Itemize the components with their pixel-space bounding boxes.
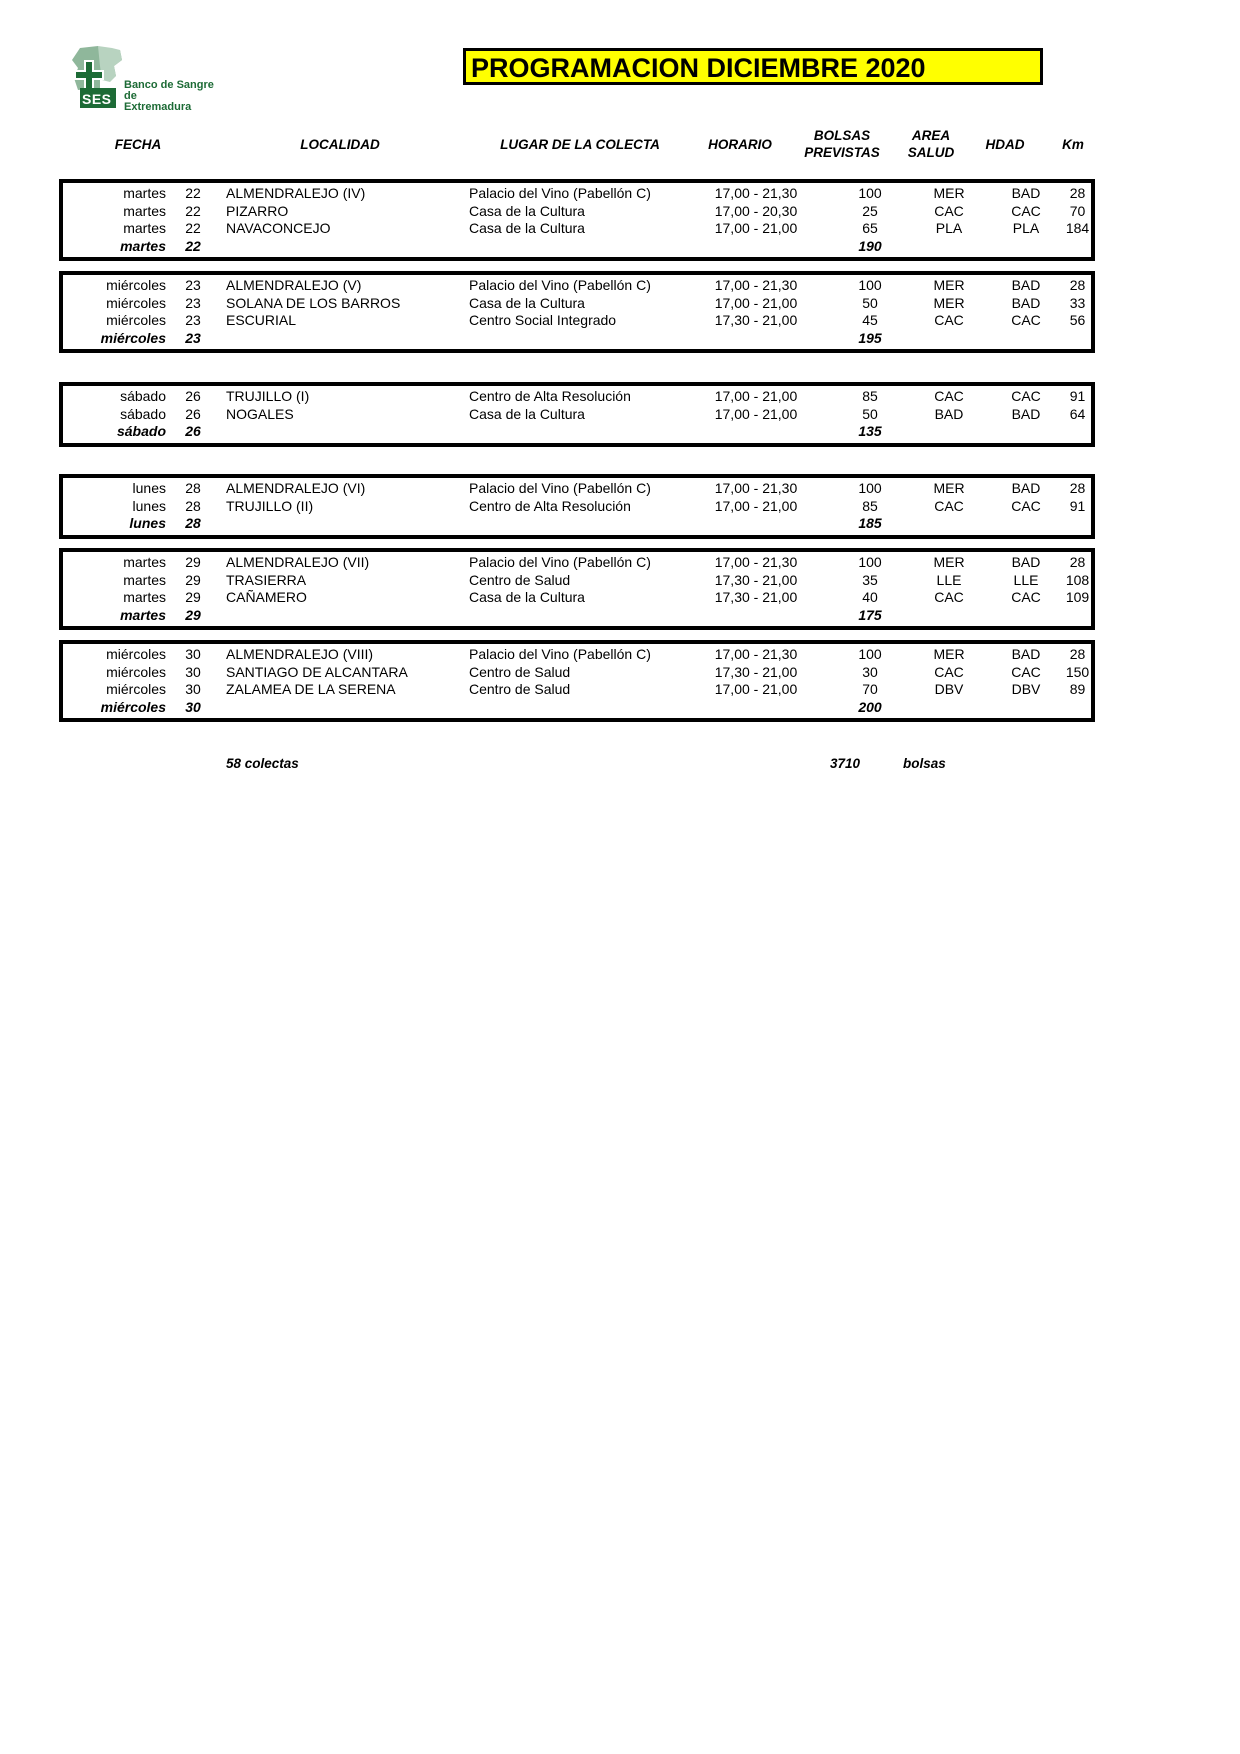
table-row [63,277,1091,295]
cell-bolsas: 85 [862,388,878,404]
subtotal-num: 23 [185,329,201,346]
cell-day: miércoles [106,294,166,311]
cell-area: MER [933,554,965,570]
cell-day: martes [123,589,166,606]
cell-loc: TRUJILLO (II) [226,497,314,514]
header-km: Km [1062,137,1084,152]
cell-day: martes [123,571,166,588]
subtotal-day: miércoles [100,329,166,346]
subtotal-day: sábado [116,423,166,440]
header-area [896,127,966,161]
cell-lugar: Palacio del Vino (Pabellón C) [469,185,651,201]
cell-hdad: BAD [1011,554,1041,570]
cell-num: 28 [185,480,201,496]
cell-km: 64 [1069,405,1086,422]
day-group [59,271,1095,353]
cell-horario: 17,00 - 21,00 [714,405,798,422]
table-row [63,388,1091,406]
cell-lugar: Palacio del Vino (Pabellón C) [469,277,651,293]
cell-lugar: Palacio del Vino (Pabellón C) [469,554,651,570]
cell-num: 29 [185,571,201,588]
table-row [63,480,1091,498]
logo-line-3: Extremadura [124,101,192,113]
cell-hdad: CAC [1011,663,1041,680]
subtotal-bolsas: 185 [858,515,882,532]
cell-horario: 17,00 - 21,00 [714,388,798,404]
day-group [59,640,1095,722]
cell-area: CAC [934,497,964,514]
cell-hdad: BAD [1011,185,1041,201]
cell-bolsas: 100 [858,480,882,496]
header-bolsas-line-1: BOLSAS [813,128,871,143]
header-localidad: LOCALIDAD [300,137,380,152]
cell-lugar: Casa de la Cultura [469,589,585,606]
table-row [63,664,1091,682]
cell-bolsas: 100 [858,554,882,570]
logo-line-1: Banco de Sangre [124,79,214,91]
cell-lugar: Casa de la Cultura [469,294,585,311]
table-row [63,589,1091,607]
cell-loc: ALMENDRALEJO (VII) [226,554,370,570]
cell-num: 28 [185,497,201,514]
cell-loc: NAVACONCEJO [226,220,331,237]
header-area-line-2: SALUD [907,145,955,160]
subtotal-day: martes [120,606,166,623]
cell-loc: SOLANA DE LOS BARROS [226,294,401,311]
cell-lugar: Palacio del Vino (Pabellón C) [469,646,651,662]
cell-hdad: CAC [1011,312,1041,329]
subtotal-day: lunes [129,515,166,532]
cell-area: MER [933,185,965,201]
title-box [463,48,1043,85]
table-row [63,646,1091,664]
cell-day: lunes [132,497,166,514]
cell-area: CAC [934,589,964,606]
cell-horario: 17,00 - 21,30 [714,554,798,570]
cell-area: CAC [934,388,964,404]
cell-num: 29 [185,589,201,606]
cell-loc: CAÑAMERO [226,589,307,606]
cell-day: miércoles [106,663,166,680]
cell-horario: 17,00 - 21,30 [714,185,798,201]
cell-lugar: Casa de la Cultura [469,220,585,237]
cell-lugar: Centro de Salud [469,571,571,588]
cell-area: CAC [934,663,964,680]
cell-hdad: BAD [1011,646,1041,662]
cell-area: MER [933,277,965,293]
cell-horario: 17,00 - 21,00 [714,294,798,311]
cell-km: 70 [1069,202,1086,219]
cell-horario: 17,00 - 21,00 [714,220,798,237]
cell-area: MER [933,480,965,496]
day-group [59,548,1095,630]
cell-area: DBV [934,681,964,698]
cell-bolsas: 40 [862,589,878,606]
cell-lugar: Palacio del Vino (Pabellón C) [469,480,651,496]
cell-horario: 17,00 - 20,30 [714,202,798,219]
cell-area: MER [933,646,965,662]
subtotal-row [63,330,1091,348]
cell-loc: ALMENDRALEJO (IV) [226,185,366,201]
subtotal-num: 22 [185,237,201,254]
cell-km: 89 [1069,681,1086,698]
cell-hdad: CAC [1011,202,1041,219]
cell-num: 26 [185,388,201,404]
table-row [63,312,1091,330]
subtotal-day: miércoles [100,698,166,715]
cell-num: 22 [185,185,201,201]
cell-day: martes [123,220,166,237]
cell-bolsas: 85 [862,497,878,514]
day-group [59,474,1095,539]
table-row [63,203,1091,221]
header-lugar: LUGAR DE LA COLECTA [500,137,660,152]
cell-horario: 17,30 - 21,00 [714,589,798,606]
cell-lugar: Centro de Alta Resolución [469,497,631,514]
subtotal-row [63,423,1091,441]
logo-text [124,80,214,113]
cell-lugar: Centro de Salud [469,663,571,680]
cell-km: 28 [1069,480,1086,496]
cell-bolsas: 100 [858,185,882,201]
cell-day: martes [123,185,166,201]
subtotal-row [63,238,1091,256]
cell-num: 26 [185,405,201,422]
cell-hdad: CAC [1011,497,1041,514]
subtotal-bolsas: 135 [858,423,882,440]
cell-km: 109 [1065,589,1090,606]
cell-hdad: DBV [1011,681,1041,698]
subtotal-num: 28 [185,515,201,532]
cell-num: 23 [185,277,201,293]
cell-loc: SANTIAGO DE ALCANTARA [226,663,408,680]
cell-hdad: BAD [1011,405,1041,422]
cell-lugar: Casa de la Cultura [469,202,585,219]
cell-day: martes [123,202,166,219]
cell-lugar: Centro de Salud [469,681,571,698]
table-row [63,681,1091,699]
cell-num: 23 [185,312,201,329]
cell-horario: 17,00 - 21,30 [714,480,798,496]
table-row [63,295,1091,313]
cell-km: 91 [1069,388,1086,404]
cell-hdad: PLA [1012,220,1040,237]
cell-day: martes [123,554,166,570]
cell-day: miércoles [106,312,166,329]
cell-km: 184 [1065,220,1090,237]
cell-km: 28 [1069,646,1086,662]
subtotal-day: martes [120,237,166,254]
cell-lugar: Centro de Alta Resolución [469,388,631,404]
cell-km: 28 [1069,277,1086,293]
logo [70,46,240,116]
header-area-line-1: AREA [911,128,951,143]
cell-horario: 17,00 - 21,00 [714,681,798,698]
cell-km: 91 [1069,497,1086,514]
cell-area: BAD [934,405,964,422]
subtotal-row [63,515,1091,533]
subtotal-row [63,607,1091,625]
footer-bolsas-label: bolsas [903,756,946,771]
cell-num: 22 [185,220,201,237]
cell-num: 23 [185,294,201,311]
cell-km: 56 [1069,312,1086,329]
cell-km: 150 [1065,663,1090,680]
cell-num: 29 [185,554,201,570]
cell-lugar: Centro Social Integrado [469,312,617,329]
header-fecha: FECHA [114,137,162,152]
logo-badge: SES [82,91,112,107]
subtotal-num: 30 [185,698,201,715]
cell-bolsas: 65 [862,220,878,237]
cell-loc: NOGALES [226,405,294,422]
cell-loc: ZALAMEA DE LA SERENA [226,681,396,698]
cell-bolsas: 70 [862,681,878,698]
table-row [63,406,1091,424]
cell-lugar: Casa de la Cultura [469,405,585,422]
cell-bolsas: 30 [862,663,878,680]
cell-hdad: LLE [1013,571,1039,588]
cell-day: sábado [120,405,166,422]
cell-num: 22 [185,202,201,219]
cell-horario: 17,30 - 21,00 [714,312,798,329]
cell-day: miércoles [106,646,166,662]
cell-hdad: BAD [1011,277,1041,293]
cell-area: CAC [934,312,964,329]
cell-loc: PIZARRO [226,202,289,219]
cell-day: miércoles [106,277,166,293]
cell-km: 33 [1069,294,1086,311]
logo-line-2: de [124,90,137,102]
cell-loc: TRUJILLO (I) [226,388,310,404]
cell-day: sábado [120,388,166,404]
cell-horario: 17,30 - 21,00 [714,663,798,680]
cell-bolsas: 100 [858,277,882,293]
cell-km: 28 [1069,554,1086,570]
header-bolsas [797,127,887,161]
cell-num: 30 [185,681,201,698]
footer-total-bolsas: 3710 [829,756,861,771]
cell-hdad: BAD [1011,480,1041,496]
cell-hdad: CAC [1011,388,1041,404]
cell-loc: ALMENDRALEJO (V) [226,277,362,293]
cell-km: 28 [1069,185,1086,201]
cell-bolsas: 50 [862,294,878,311]
day-group [59,179,1095,261]
cell-area: CAC [934,202,964,219]
table-row [63,498,1091,516]
footer-colectas: 58 colectas [226,756,299,771]
cell-bolsas: 45 [862,312,878,329]
cell-num: 30 [185,646,201,662]
day-group [59,382,1095,447]
cell-loc: ALMENDRALEJO (VI) [226,480,366,496]
page-title: PROGRAMACION DICIEMBRE 2020 [471,53,926,83]
header-horario: HORARIO [708,137,772,152]
table-row [63,572,1091,590]
subtotal-num: 26 [185,423,201,440]
subtotal-bolsas: 175 [858,606,882,623]
table-row [63,220,1091,238]
cell-loc: ESCURIAL [226,312,297,329]
header-bolsas-line-2: PREVISTAS [804,145,880,160]
table-row [63,185,1091,203]
cell-horario: 17,00 - 21,00 [714,497,798,514]
cell-loc: ALMENDRALEJO (VIII) [226,646,374,662]
cell-bolsas: 100 [858,646,882,662]
cell-num: 30 [185,663,201,680]
cell-horario: 17,30 - 21,00 [714,571,798,588]
cell-day: miércoles [106,681,166,698]
cell-area: PLA [935,220,963,237]
subtotal-bolsas: 195 [858,329,882,346]
subtotal-row [63,699,1091,717]
header-hdad: HDAD [985,137,1025,152]
cell-day: lunes [132,480,166,496]
cell-hdad: BAD [1011,294,1041,311]
subtotal-bolsas: 200 [858,698,882,715]
cell-area: MER [933,294,965,311]
table-row [63,554,1091,572]
cell-bolsas: 50 [862,405,878,422]
cell-horario: 17,00 - 21,30 [714,646,798,662]
subtotal-num: 29 [185,606,201,623]
cell-loc: TRASIERRA [226,571,307,588]
cell-km: 108 [1065,571,1090,588]
cell-bolsas: 25 [862,202,878,219]
cell-area: LLE [936,571,962,588]
subtotal-bolsas: 190 [858,237,882,254]
cell-bolsas: 35 [862,571,878,588]
cell-horario: 17,00 - 21,30 [714,277,798,293]
cell-hdad: CAC [1011,589,1041,606]
